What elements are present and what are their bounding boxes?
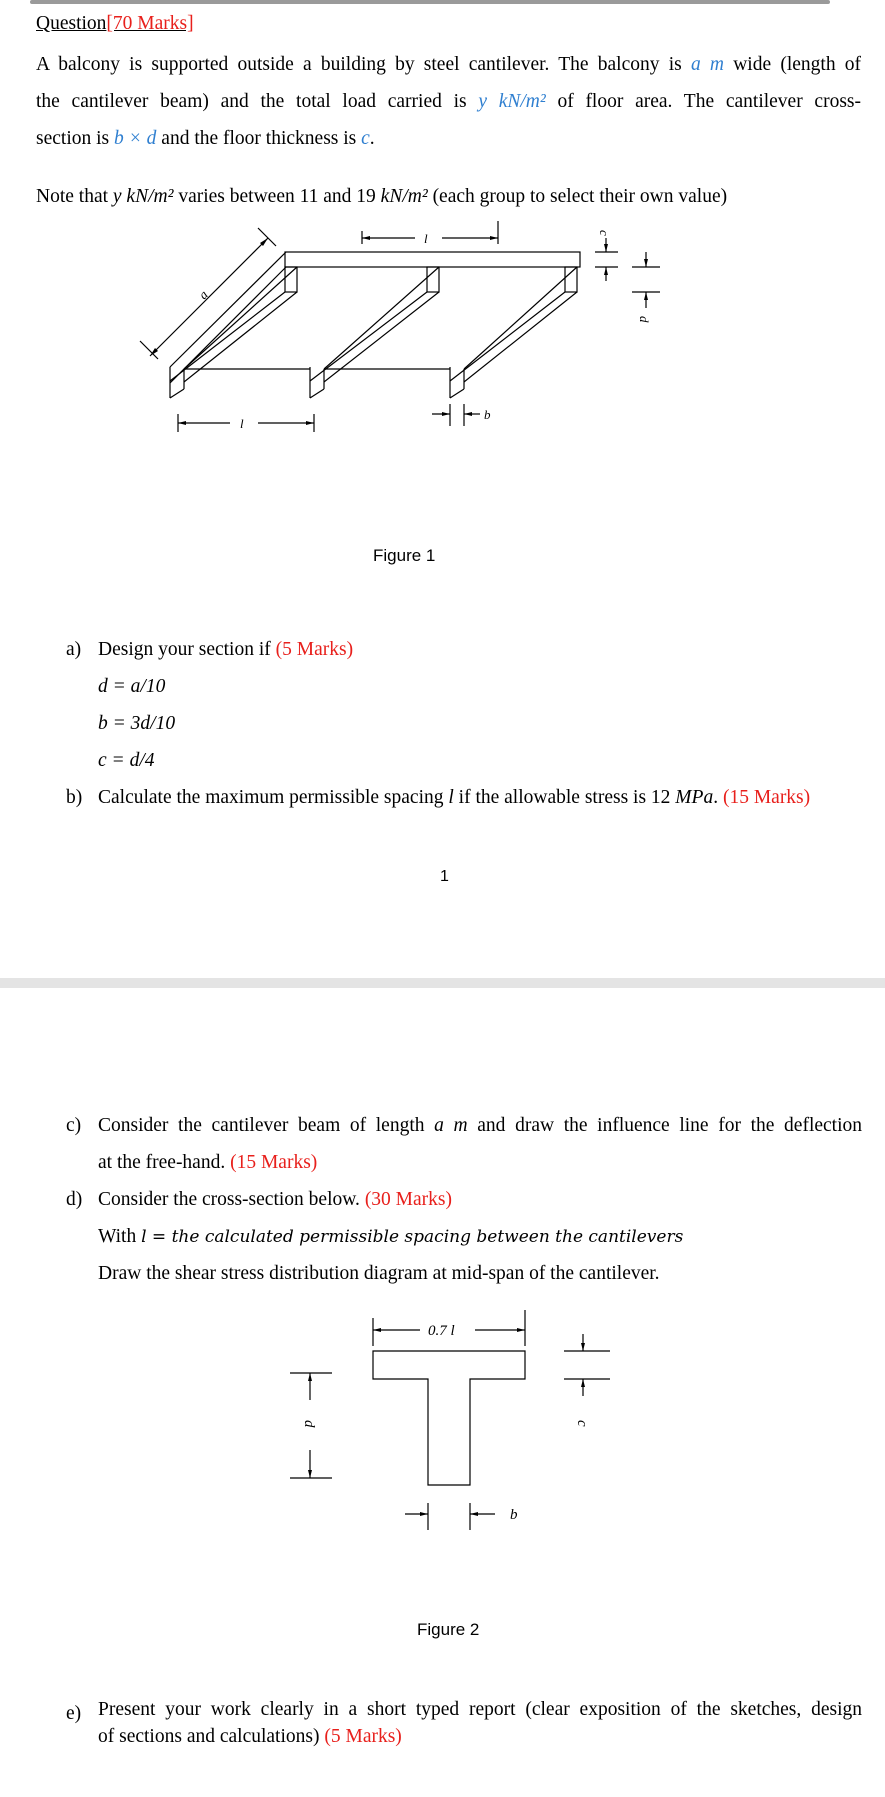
fig1-label-l-bottom: l [240, 416, 244, 431]
part-b-text [98, 780, 810, 816]
intro-text-3: the cantilever beam) and the total load carried is [36, 91, 467, 112]
note-mid: varies between 11 and 19 [178, 186, 376, 207]
part-d-line-3: Draw the shear stress distribution diagram at mid-span of the cantilever. [98, 1263, 660, 1284]
part-c-text-3: at the free-hand. [98, 1152, 226, 1173]
part-e-line-1: Present your work clearly in a short typed report (clear exposition of the sketches, design [98, 1699, 862, 1720]
part-e-text-2: of sections and calculations) [98, 1726, 320, 1747]
fig2-label-b: b [510, 1507, 518, 1523]
part-b-marks: (15 Marks) [722, 787, 811, 808]
fig1-label-a: a [195, 286, 211, 303]
intro-line-1 [36, 46, 861, 83]
part-a-eq-2: b = 3d/10 [98, 713, 176, 734]
part-a-question: Design your section if [98, 639, 271, 660]
fig1-label-l-top: l [424, 231, 428, 246]
question-heading [36, 6, 194, 42]
note-prefix: Note that [36, 186, 109, 207]
part-a-eq-3: c = d/4 [98, 750, 155, 771]
part-d-with-eq: l = the calculated permissible spacing between the cantilevers [141, 1227, 684, 1247]
fig2-label-c: c [574, 1420, 590, 1427]
part-b-text-2: if the allowable stress is 12 [458, 787, 671, 808]
part-a-label: a) [66, 639, 82, 660]
page-number: 1 [440, 868, 449, 885]
cantilever-beam-1 [170, 267, 297, 398]
cantilever-beam-3 [450, 267, 577, 398]
fig1-label-d: d [637, 316, 652, 323]
part-c-line-2 [98, 1145, 317, 1181]
note-var: y kN/m² [112, 186, 174, 207]
question-marks [106, 13, 193, 34]
part-b-var: l [448, 787, 454, 808]
part-e-line-2 [98, 1723, 402, 1750]
slab-top-left-edge [170, 252, 286, 367]
intro-line-3 [36, 120, 866, 157]
part-a-eq-1: d = a/10 [98, 676, 166, 697]
intro-text-7: . [369, 128, 375, 149]
intro-text-4: of floor area. The cantilever cross- [557, 91, 862, 112]
part-b-text-3: . [713, 787, 719, 808]
figure-1-diagram [140, 230, 760, 506]
figure-1-caption: Figure 1 [373, 546, 436, 565]
fig1-label-b: b [484, 407, 491, 422]
page-1 [0, 4, 885, 984]
part-d-line-1 [98, 1182, 452, 1218]
part-b-label: b) [66, 787, 83, 808]
figure-2-diagram [280, 1308, 620, 1598]
part-e-label: e) [66, 1703, 82, 1724]
part-c-label: c) [66, 1115, 82, 1136]
part-d-with-prefix: With [98, 1226, 137, 1247]
intro-text-2: wide (length of [733, 54, 862, 75]
page-separator [0, 978, 885, 988]
part-c-marks: (15 Marks) [230, 1152, 318, 1173]
part-e-marks: (5 Marks) [324, 1726, 402, 1747]
note-unit: kN/m² [380, 186, 428, 207]
intro-var-y: y kN/m² [478, 91, 546, 112]
t-section-outline [373, 1351, 525, 1485]
slab-edge [285, 252, 580, 267]
note-line [36, 178, 866, 215]
intro-var-bd: b × d [114, 128, 157, 149]
part-a-marks: (5 Marks) [275, 639, 354, 660]
intro-var-c: c [361, 128, 370, 149]
part-c-text-1: Consider the cantilever beam of length [98, 1115, 425, 1136]
question-title: Question [36, 13, 107, 34]
note-suffix: (each group to select their own value) [432, 186, 728, 207]
intro-text-1: A balcony is supported outside a building by steel cantilever. The balcony is [36, 54, 682, 75]
part-d-marks: (30 Marks) [364, 1189, 453, 1210]
question-marks-text: [70 Marks] [106, 13, 194, 34]
part-d-label: d) [66, 1189, 83, 1210]
part-a-text [98, 632, 353, 668]
part-c-line-1 [98, 1108, 862, 1144]
part-b-unit: MPa [675, 787, 714, 808]
part-b-text-1: Calculate the maximum permissible spacing [98, 787, 444, 808]
intro-text-5: section is [36, 128, 110, 149]
part-c-var: a m [434, 1115, 468, 1136]
cantilever-beam-2 [310, 267, 439, 398]
part-c-text-2: and draw the influence line for the deflection [477, 1115, 863, 1136]
part-d-text: Consider the cross-section below. [98, 1189, 360, 1210]
intro-var-a: a m [690, 54, 724, 75]
part-d-line-2 [98, 1219, 683, 1255]
figure-2-caption: Figure 2 [417, 1620, 480, 1639]
fig1-label-c: c [597, 230, 612, 236]
intro-text-6: and the floor thickness is [161, 128, 357, 149]
fig2-label-d: d [301, 1420, 317, 1428]
fig2-label-flange: 0.7 l [428, 1323, 455, 1339]
page-2 [0, 988, 885, 1797]
intro-line-2 [36, 83, 861, 120]
